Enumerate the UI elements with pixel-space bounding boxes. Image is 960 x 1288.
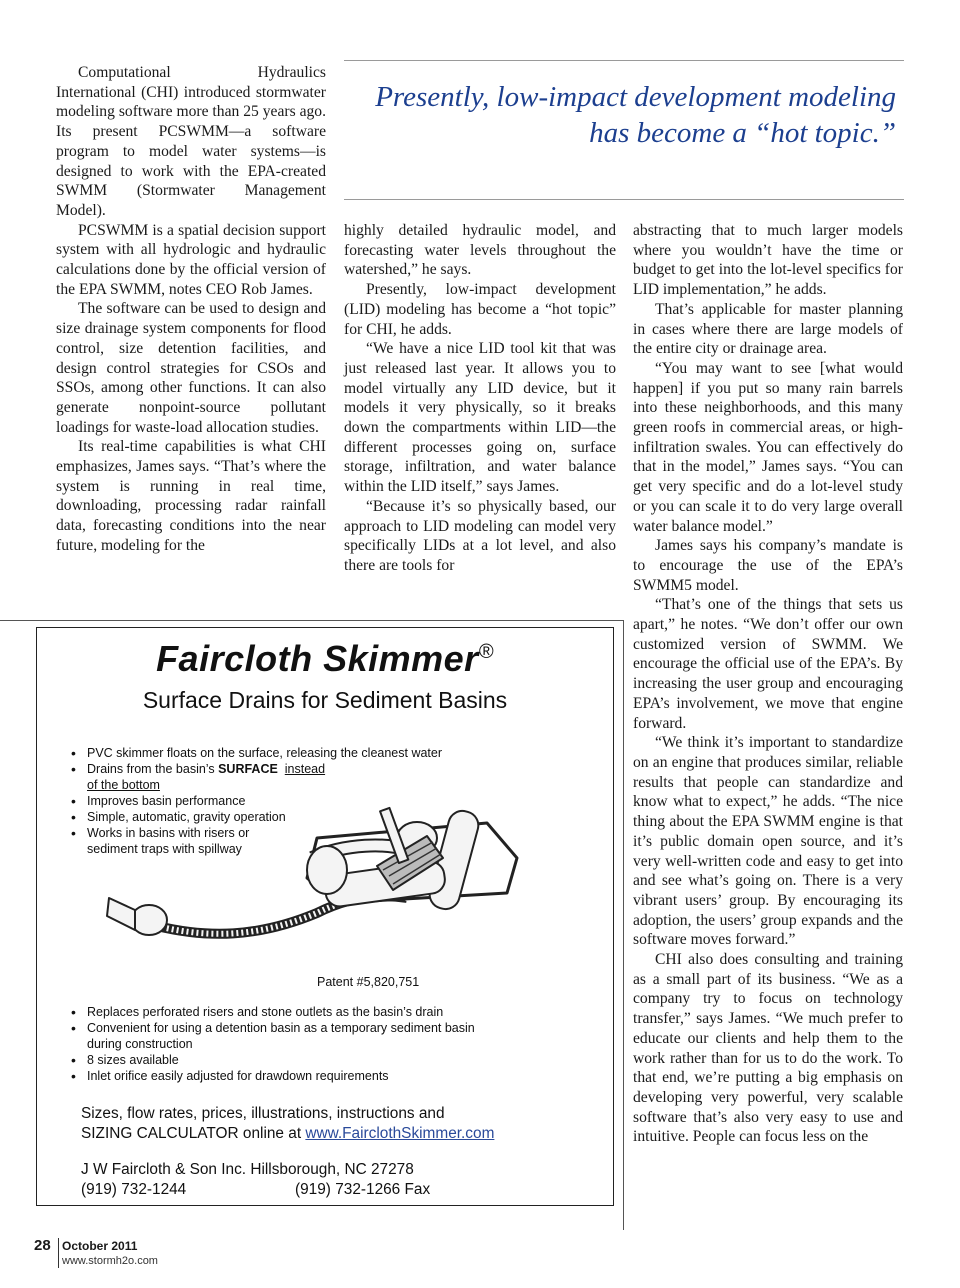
ad-online-info bbox=[81, 1104, 494, 1144]
ad-tagline: Surface Drains for Sediment Basins bbox=[142, 687, 508, 713]
page-number: 28 bbox=[34, 1237, 51, 1254]
article-paragraph: “That’s one of the things that sets us apart,” he notes. “We don’t offer our own customized version of SWMM. We encourage the official use of the EPA’s. By increasing the user group and encouraging EPA’s involvement, we move that engine forward. bbox=[633, 596, 903, 732]
article-column-3 bbox=[633, 221, 903, 1147]
issue-date: October 2011 bbox=[62, 1239, 138, 1253]
article-paragraph: The software can be used to design and size drainage system components for flood control, size detention facilities, and design control strategies for CSOs and SSOs, among other functions. It can also generate nonpoint-source pollutant loadings for waste-load allocation studies. bbox=[56, 300, 326, 436]
list-item-underline: instead bbox=[284, 762, 326, 776]
article-paragraph: Its real-time capabilities is what CHI emphasizes, James says. “That’s where the system is running in real time, downloading, processing radar rainfall data, forecasting conditions into the near future, modeling for the bbox=[56, 438, 326, 554]
article-column-1 bbox=[56, 63, 326, 556]
list-item: • Convenient for using a detention basin as a temporary sediment basin during construction bbox=[65, 1020, 485, 1052]
ad-feature-list-bottom bbox=[65, 1004, 485, 1084]
pull-quote-line-2: has become a “hot topic.” bbox=[589, 117, 896, 149]
advertisement bbox=[36, 627, 614, 1206]
ad-website-link[interactable]: www.FairclothSkimmer.com bbox=[305, 1125, 495, 1142]
patent-number: Patent #5,820,751 bbox=[317, 975, 420, 989]
list-item: • Inlet orifice easily adjusted for drawdown requirements bbox=[65, 1068, 485, 1084]
article-paragraph: That’s applicable for master planning in cases where there are large models of the entire city or drainage area. bbox=[633, 300, 903, 358]
article-paragraph: “We think it’s important to standardize on an engine that produces similar, reliable results that people can standardize and know what to expect,” he adds. “The nice thing about the EPA SWMM engine is that it’s public domain open source, and it’s very well-written code and easy to get into and see what’s going on. There is a very vibrant users’ group. By encouraging its adoption, the users’ group expands and the software moves forward.” bbox=[633, 734, 903, 949]
list-item: • Improves basin performance bbox=[65, 793, 505, 809]
ad-brand-name: Faircloth Skimmer bbox=[156, 638, 479, 679]
article-paragraph: “Because it’s so physically based, our approach to LID modeling can model very specifically LIDs at a lot level, and also there are tools for bbox=[344, 497, 616, 574]
registered-mark: ® bbox=[478, 641, 494, 663]
pull-quote-text bbox=[336, 79, 896, 151]
website-url[interactable]: www.stormh2o.com bbox=[62, 1255, 158, 1267]
article-paragraph: “We have a nice LID tool kit that was just released last year. It allows you to model virtually any LID device, but it models it very physically, so it breaks down the compartments within LID—the different processes going on, surface storage, infiltration, and water balance within the LID itself,” says James. bbox=[344, 340, 616, 496]
ad-phone: (919) 732-1244 bbox=[81, 1181, 187, 1198]
article-paragraph: PCSWMM is a spatial decision support system with all hydrologic and hydraulic calculations done by the official version of the EPA SWMM, notes CEO Rob James. bbox=[56, 221, 326, 298]
article-paragraph: Presently, low-impact development (LID) modeling has become a “hot topic” for CHI, he adds. bbox=[344, 281, 616, 338]
list-item: • Replaces perforated risers and stone outlets as the basin’s drain bbox=[65, 1004, 485, 1020]
pull-quote-line-1: Presently, low-impact development modeling bbox=[375, 81, 896, 113]
ad-online-line-2: SIZING CALCULATOR online at bbox=[81, 1125, 306, 1142]
ad-brand-title bbox=[37, 638, 613, 680]
ad-fax: (919) 732-1266 Fax bbox=[295, 1181, 431, 1198]
list-item-underline: of the bottom bbox=[87, 778, 160, 792]
article-paragraph: “You may want to see [what would happen] if you put so many rain barrels into these neighborhoods, and this many green roofs in commercial areas, or high-infiltration swales. You can effectively do that in the model,” James says. “You can get very specific and do a lot-level study or you can scale it to do very large overall water balance model.” bbox=[633, 359, 903, 535]
article-paragraph: CHI also does consulting and training as a small part of its business. “We as a company try to focus on technology transfer,” says James. “We much prefer to educate our clients and help them to the work rather than for us to do the work. To that end, we’re putting a big emphasis on developing very powerful, very scalable software that’s also very easy to use and intuitive. People can focus less on the bbox=[633, 951, 903, 1146]
ad-company: J W Faircloth & Son Inc. Hillsborough, NC 27278 bbox=[81, 1161, 414, 1178]
ad-online-line-1: Sizes, flow rates, prices, illustrations, instructions and bbox=[81, 1105, 445, 1122]
skimmer-illustration bbox=[87, 798, 527, 978]
article-paragraph: abstracting that to much larger models where you wouldn’t have the time or budget to get into the lot-level specifics for LID implementation,” he adds. bbox=[633, 222, 903, 299]
list-item-text: Drains from the basin’s bbox=[87, 762, 219, 776]
list-item: • Simple, automatic, gravity operation bbox=[65, 809, 505, 825]
article-paragraph: highly detailed hydraulic model, and forecasting water levels throughout the watershed,” he says. bbox=[344, 222, 616, 279]
ad-contact bbox=[81, 1160, 431, 1200]
list-item: • 8 sizes available bbox=[65, 1052, 485, 1068]
list-item-bold: SURFACE bbox=[218, 762, 278, 776]
list-item bbox=[65, 761, 347, 793]
pull-quote bbox=[344, 60, 904, 200]
article-paragraph: Computational Hydraulics International (CHI) introduced stormwater modeling software more than 25 years ago. Its present PCSWMM—a software program to model water systems—is designed to work with the EPA-created SWMM (Stormwater Management Model). bbox=[56, 64, 326, 219]
footer-divider bbox=[58, 1238, 59, 1268]
list-item: • PVC skimmer floats on the surface, releasing the cleanest water bbox=[65, 745, 505, 761]
list-item: • Works in basins with risers or sediment traps with spillway bbox=[65, 825, 287, 857]
article-column-2 bbox=[344, 221, 616, 576]
article-paragraph: James says his company’s mandate is to encourage the use of the EPA’s SWMM5 model. bbox=[633, 537, 903, 594]
